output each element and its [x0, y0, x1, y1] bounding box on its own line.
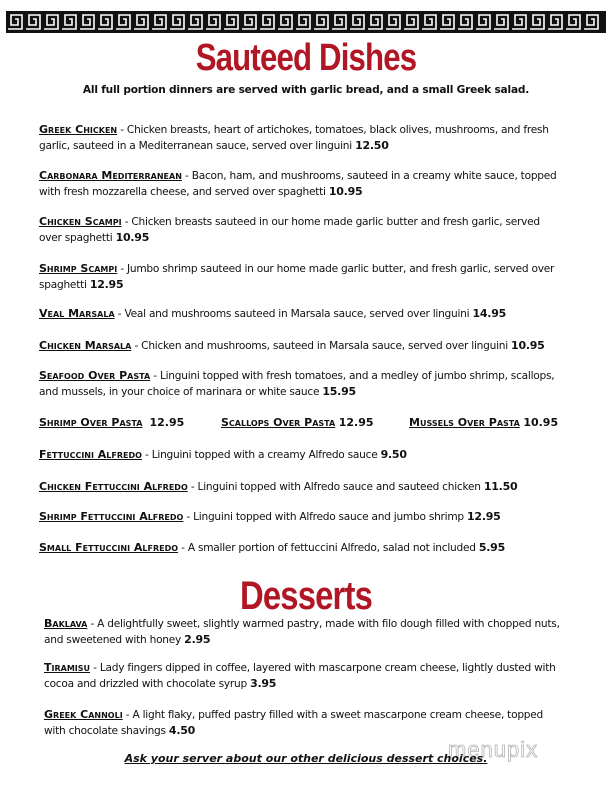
item-name: Shrimp Fettuccini Alfredo: [39, 510, 184, 523]
item-price: 14.95: [472, 307, 507, 320]
item-name: Chicken Marsala: [39, 339, 132, 352]
item-price: 12.95: [149, 416, 185, 429]
item-price: 12.95: [467, 510, 501, 523]
combo-shrimp-over-pasta: [39, 415, 184, 431]
dessert-item-greek-cannoli: [44, 707, 564, 739]
item-name: Baklava: [44, 617, 88, 630]
item-price: 4.50: [168, 724, 196, 737]
item-name: Greek Cannoli: [44, 708, 123, 721]
item-description: - Lady fingers dipped in coffee, layered with mascarpone cream cheese, lightly dusted with cocoa and drizzled with chocolate syrup: [44, 662, 556, 690]
menu-item-veal-marsala: [39, 306, 559, 322]
item-description: - Bacon, ham, and mushrooms, sauteed in a creamy white sauce, topped with fresh mozzarella cheese, and served over spaghetti: [39, 170, 557, 198]
menu-item-greek-chicken: [39, 122, 559, 154]
item-price: 12.95: [338, 416, 374, 429]
menupix-watermark: menupix: [448, 737, 539, 762]
item-description: - Jumbo shrimp sauteed in our home made garlic butter, and fresh garlic, served over spaghetti: [39, 263, 555, 291]
dessert-item-baklava: [44, 616, 564, 648]
item-description: - A delightfully sweet, slightly warmed pastry, made with filo dough filled with chopped nuts, and sweetened with honey: [44, 618, 560, 646]
combo-mussels-over-pasta: [409, 415, 558, 431]
item-name: Veal Marsala: [39, 307, 115, 320]
item-description: - A smaller portion of fettuccini Alfredo, salad not included: [178, 542, 479, 554]
item-name: Fettuccini Alfredo: [39, 448, 142, 461]
item-name: Chicken Fettuccini Alfredo: [39, 480, 188, 493]
item-price: 10.95: [523, 416, 559, 429]
item-name: Tiramisu: [44, 661, 91, 674]
item-name: Greek Chicken: [39, 123, 118, 136]
item-price: 15.95: [322, 385, 356, 398]
item-price: 3.95: [250, 677, 277, 690]
menu-item-chicken-fettuccini-alfredo: [39, 479, 559, 495]
item-description: - Veal and mushrooms sauteed in Marsala sauce, served over linguini: [114, 308, 473, 320]
greek-key-border: [6, 11, 606, 33]
item-name: Scallops Over Pasta: [221, 416, 336, 429]
menu-item-shrimp-scampi: [39, 261, 559, 293]
sauteed-dishes-title: Sauteed Dishes: [195, 37, 417, 79]
item-price: 5.95: [478, 541, 505, 554]
item-price: 10.95: [328, 185, 363, 198]
item-name: Seafood Over Pasta: [39, 369, 151, 382]
item-price: 10.95: [511, 339, 545, 352]
item-name: Mussels Over Pasta: [409, 416, 520, 429]
menu-item-chicken-scampi: [39, 214, 559, 246]
item-price: 12.95: [89, 278, 124, 291]
item-description: - Chicken and mushrooms, sauteed in Marsala sauce, served over linguini: [131, 340, 512, 352]
item-name: Small Fettuccini Alfredo: [39, 541, 179, 554]
combo-scallops-over-pasta: [221, 415, 374, 431]
desserts-title: Desserts: [239, 574, 373, 618]
dessert-footer-note: Ask your server about our other delicious dessert choices.: [124, 752, 488, 765]
menu-item-small-fettuccini-alfredo: [39, 540, 559, 556]
item-description: - Chicken breasts, heart of artichokes, tomatoes, black olives, mushrooms, and fresh garlic, sauteed in a Mediterranean sauce, served over linguini: [39, 124, 549, 152]
item-price: 9.50: [380, 448, 407, 461]
item-price: 10.95: [115, 231, 150, 244]
item-name: Carbonara Mediterranean: [39, 169, 182, 182]
item-price: 2.95: [184, 633, 211, 646]
item-name: Shrimp Over Pasta: [39, 416, 143, 429]
menu-item-fettuccini-alfredo: [39, 447, 559, 463]
menu-item-chicken-marsala: [39, 338, 559, 354]
item-price: 12.50: [355, 139, 389, 152]
item-description: - A light flaky, puffed pastry filled with a sweet mascarpone cream cheese, topped with chocolate shavings: [44, 709, 544, 737]
sauteed-subtitle: All full portion dinners are served with garlic bread, and a small Greek salad.: [82, 84, 530, 96]
item-description: - Linguini topped with Alfredo sauce and sauteed chicken: [187, 481, 484, 493]
menu-item-seafood-over-pasta: [39, 368, 559, 400]
item-name: Shrimp Scampi: [39, 262, 118, 275]
item-description: - Chicken breasts sauteed in our home made garlic butter and fresh garlic, served over spaghetti: [39, 216, 540, 244]
menu-item-carbonara: [39, 168, 559, 200]
menu-item-shrimp-fettuccini-alfredo: [39, 509, 559, 525]
item-description: - Linguini topped with Alfredo sauce and jumbo shrimp: [183, 511, 468, 523]
item-description: - Linguini topped with a creamy Alfredo sauce: [141, 449, 381, 461]
item-price: 11.50: [483, 480, 518, 493]
item-description: - Linguini topped with fresh tomatoes, and a medley of jumbo shrimp, scallops, and mussels, in your choice of marinara or white sauce: [39, 370, 555, 398]
dessert-item-tiramisu: [44, 660, 564, 692]
item-name: Chicken Scampi: [39, 215, 122, 228]
